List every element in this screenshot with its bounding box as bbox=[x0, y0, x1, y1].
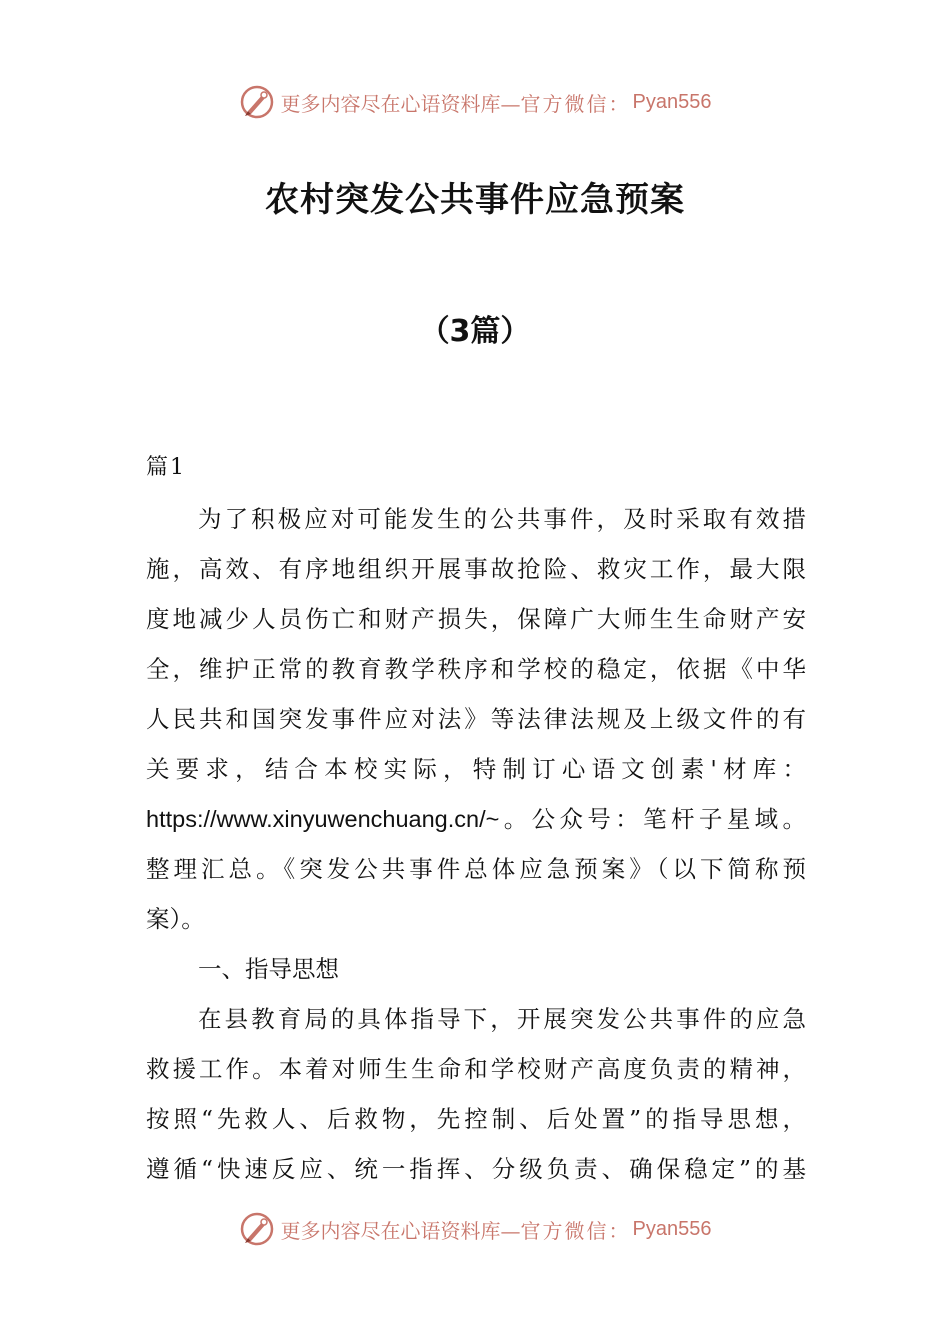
document-subtitle: （3篇） bbox=[419, 314, 531, 349]
paragraph-line: 为了积极应对可能发生的公共事件，及时采取有效措 bbox=[198, 505, 806, 533]
paragraph-line: 案）。 bbox=[146, 905, 205, 933]
source-url-link[interactable]: https://www.xinyuwenchuang.cn/~ bbox=[146, 806, 500, 832]
pen-logo-icon bbox=[239, 84, 275, 120]
document-title: 农村突发公共事件应急预案 bbox=[265, 180, 685, 220]
banner-text: 更多内容尽在心语资料库— bbox=[280, 91, 521, 116]
document-body bbox=[146, 494, 806, 1194]
paragraph-line: 整理汇总。《突发公共事件总体应急预案》（以下简称预 bbox=[146, 855, 806, 883]
heading-guiding-ideology: 一、指导思想 bbox=[198, 955, 339, 983]
paragraph-line: 按照“先救人、后救物，先控制、后处置”的指导思想， bbox=[146, 1105, 806, 1133]
paragraph-line: 关要求，结合本校实际，特制订心语文创素'材库： bbox=[146, 755, 806, 783]
banner-text: 更多内容尽在心语资料库— bbox=[280, 1218, 521, 1243]
paragraph-line: 施，高效、有序地组织开展事故抢险、救灾工作，最大限 bbox=[146, 555, 806, 583]
paragraph-line: 救援工作。本着对师生生命和学校财产高度负责的精神， bbox=[146, 1055, 806, 1083]
banner-wechat-id: Pyan556 bbox=[632, 90, 712, 113]
pen-logo-icon bbox=[239, 1211, 275, 1247]
paragraph-line: 人民共和国突发事件应对法》等法律法规及上级文件的有 bbox=[146, 705, 806, 733]
banner-wechat-label: 官方微信： bbox=[520, 91, 631, 116]
section-label: 篇1 bbox=[146, 455, 186, 480]
paragraph-line: 遵循“快速反应、统一指挥、分级负责、确保稳定”的基 bbox=[146, 1155, 806, 1183]
url-line-suffix: 。公众号：笔杆子星域。 bbox=[499, 805, 806, 833]
url-line bbox=[146, 794, 806, 844]
banner-wechat-id: Pyan556 bbox=[632, 1217, 712, 1240]
paragraph-line: 在县教育局的具体指导下，开展突发公共事件的应急 bbox=[198, 1005, 806, 1033]
footer-watermark-banner bbox=[0, 1209, 950, 1249]
paragraph-line: 度地减少人员伤亡和财产损失，保障广大师生生命财产安 bbox=[146, 605, 806, 633]
paragraph-line: 全，维护正常的教育教学秩序和学校的稳定，依据《中华 bbox=[146, 655, 806, 683]
banner-wechat-label: 官方微信： bbox=[520, 1218, 631, 1243]
header-watermark-banner bbox=[0, 82, 950, 122]
